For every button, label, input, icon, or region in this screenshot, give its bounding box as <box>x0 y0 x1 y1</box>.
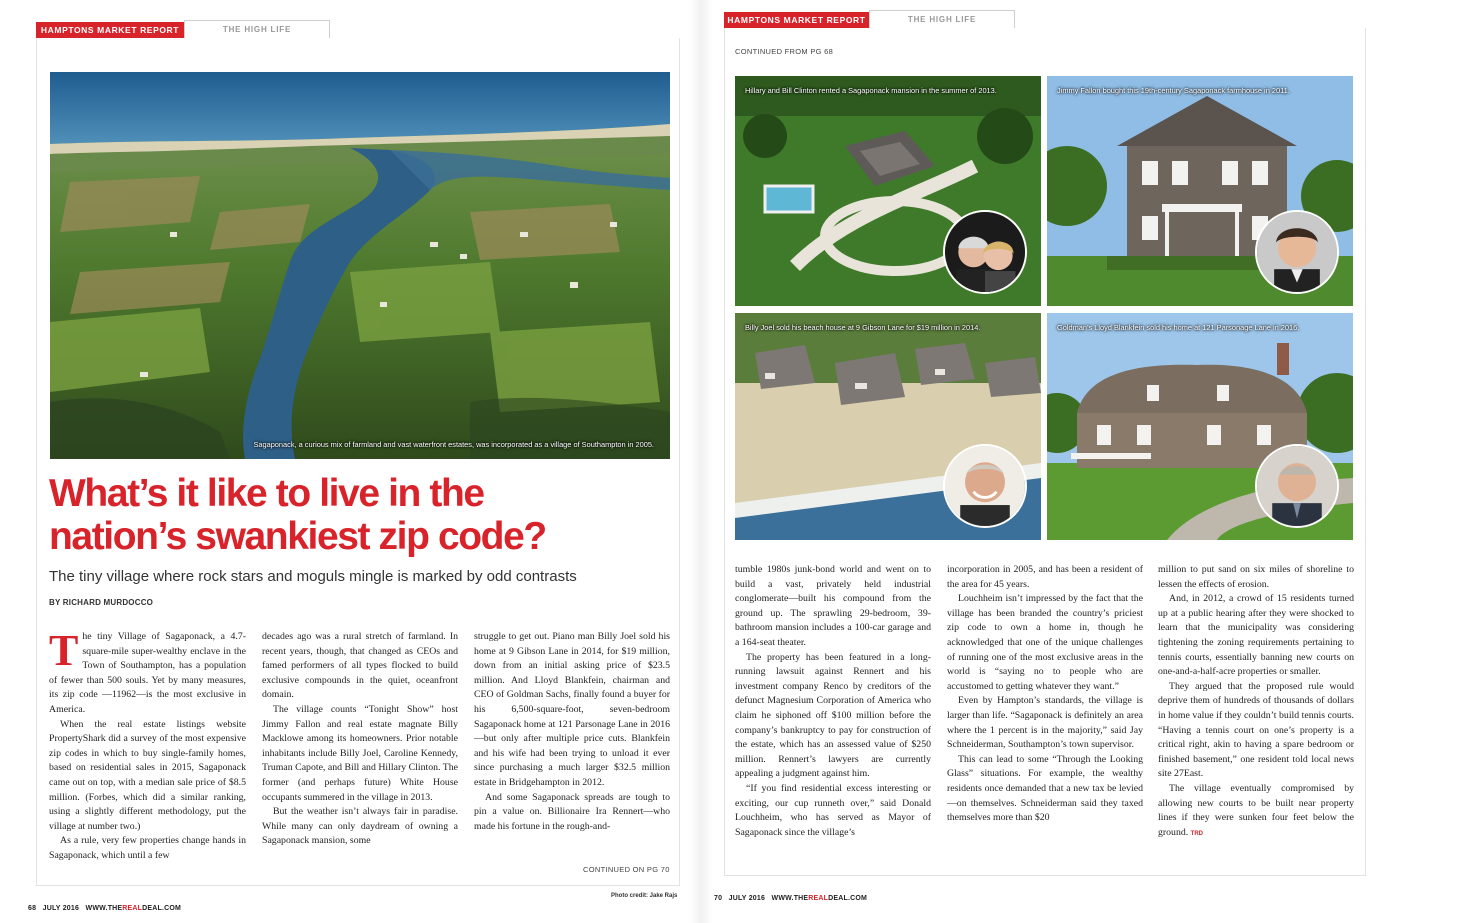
folio-right <box>714 895 867 902</box>
article-deck: The tiny village where rock stars and moguls mingle is marked by odd contrasts <box>49 568 577 585</box>
body-paragraph: When the real estate listings website PropertyShark did a survey of the most expensive zip codes in which to buy single-family homes, based on residential sales in 2015, Sagaponack came out on top, with a median sale price of $8.5 million. (Forbes, which did a similar ranking, using a slightly different methodology, put the village at number two.) <box>49 718 246 832</box>
body-paragraph: The tiny Village of Sagaponack, a 4.7-square-mile super-wealthy enclave in the Town of Southampton, has a population of fewer than 500 souls. Yet by many measures, its zip code —11962—is the most exclusive in America. <box>49 630 246 715</box>
joel-beach-house-photo <box>735 313 1041 540</box>
hero-caption: Sagaponack, a curious mix of farmland and vast waterfront estates, was incorporated as a village of Southampton in 2005. <box>253 440 654 449</box>
page-number: 70 <box>714 895 723 902</box>
body-paragraph: decades ago was a rural stretch of farmland. In recent years, though, that changed as CEOs and famed performers of all types flocked to build exclusive compounds in the quiet, oceanfront domain. <box>262 631 458 701</box>
body-paragraph: Louchheim isn’t impressed by the fact that the village has been branded the country’s priciest zip code to own a home in, though he acknowledged that one of the unique challenges of running one of the most exclusive areas in the world is “saying no to people who are accustomed to getting whatever they want.” <box>947 593 1143 692</box>
left-column-3 <box>474 630 670 852</box>
clinton-mansion-photo <box>735 76 1041 306</box>
body-paragraph: The property has been featured in a long-running lawsuit against Rennert and his investment company Renco by creditors of the defunct Magnesium Corporation of America who claim he siphoned off $100 million before the company’s bankruptcy to pay for construction of the estate, which has an assessed value of $250 million. Rennert’s lawyers are currently appealing a judgment against him. <box>735 651 931 780</box>
body-paragraph: tumble 1980s junk-bond world and went on to build a vast, privately held industrial conglomerate—built his compound from the ground up. The sprawling 29-bedroom, 39-bathroom mansion includes a 100-car garage and a 164-seat theater. <box>735 564 931 648</box>
headline-line-2: nation’s swankiest zip code? <box>49 515 546 558</box>
page-number: 68 <box>28 905 37 912</box>
body-paragraph: They argued that the proposed rule would deprive them of hundreds of thousands of dollars in home value if they couldn’t build tennis courts. “Having a tennis court on one’s property is a critical right, akin to having a spare bedroom or finished basement,” one resident told local news site 27East. <box>1158 680 1354 780</box>
article-headline <box>49 472 669 558</box>
right-column-1 <box>735 563 931 861</box>
photo-credit: Photo credit: Jake Rajs <box>611 893 678 899</box>
photo-caption: Hillary and Bill Clinton rented a Sagaponack mansion in the summer of 2013. <box>745 86 997 95</box>
subsection-tab[interactable]: THE HIGH LIFE <box>869 10 1015 28</box>
photo-caption: Goldman’s Lloyd Blankfein sold his home at 121 Parsonage Lane in 2016. <box>1057 323 1300 332</box>
right-column-2 <box>947 563 1143 861</box>
fallon-portrait-inset <box>1255 210 1339 294</box>
subsection-tab[interactable]: THE HIGH LIFE <box>184 20 330 38</box>
continued-on-link[interactable]: CONTINUED ON PG 70 <box>583 865 670 874</box>
left-page <box>0 0 690 923</box>
hero-aerial-photo <box>50 72 670 459</box>
body-paragraph: The village eventually compromised by allowing new courts to be built near property lines if they were sunken four feet below the ground. TRD <box>1158 782 1354 838</box>
body-paragraph: Even by Hampton’s standards, the village is larger than life. “Sagaponack is definitely an area where the 1 percent is in the majority,” said Jay Schneiderman, Southampton’s town supervisor. <box>947 695 1143 751</box>
joel-portrait-inset <box>943 444 1027 528</box>
folio-left <box>28 905 181 912</box>
right-column-3 <box>1158 563 1354 861</box>
section-tab[interactable]: HAMPTONS MARKET REPORT <box>36 22 184 38</box>
right-page <box>712 0 1472 923</box>
body-paragraph: This can lead to some “Through the Looking Glass” situations. For example, the wealthy residents once demanded that a new tax be levied—on themselves. Schneiderman said they taxed themselves more than $20 <box>947 753 1143 824</box>
body-paragraph: million to put sand on six miles of shoreline to lessen the effects of erosion. <box>1158 564 1354 590</box>
body-paragraph: And some Sagaponack spreads are tough to pin a value on. Billionaire Ira Rennert—who made his fortune in the rough-and- <box>474 791 670 832</box>
left-column-2 <box>262 630 458 866</box>
section-tab[interactable]: HAMPTONS MARKET REPORT <box>724 12 869 28</box>
site-url[interactable]: WWW.THEREALDEAL.COM <box>771 895 868 902</box>
headline-line-1: What’s it like to live in the <box>49 472 484 515</box>
photo-caption: Jimmy Fallon bought this 19th-century Sagaponack farmhouse in 2011. <box>1057 86 1290 95</box>
body-paragraph: But the weather isn’t always fair in paradise. While many can only daydream of owning a Sagaponack mansion, some <box>262 806 458 847</box>
body-paragraph: And, in 2012, a crowd of 15 residents turned up at a public hearing after they were shocked to learn that the municipality was considering tightening the zoning requirements pertaining to tennis courts, essentially banning new courts on one-and-a-half-acre properties or smaller. <box>1158 593 1354 678</box>
issue-date: JULY 2016 <box>42 905 80 912</box>
body-paragraph: “If you find residential excess interesting or exciting, our cup runneth over,” said Donald Louchheim, who has served as Mayor of Sagaponack since the village’s <box>735 782 931 838</box>
byline: BY RICHARD MURDOCCO <box>49 598 154 607</box>
photo-caption: Billy Joel sold his beach house at 9 Gibson Lane for $19 million in 2014. <box>745 323 981 332</box>
body-paragraph: struggle to get out. Piano man Billy Joel sold his home at 9 Gibson Lane in 2014, for $19 million, down from an initial asking price of $23.5 million. And Lloyd Blankfein, chairman and CEO of Goldman Sachs, finally found a buyer for his 6,500-square-foot, seven-bedroom Sagaponack home at 121 Parsonage Lane in 2016—but only after multiple price cuts. Blankfein and his wife had been trying to unload it ever since purchasing a much larger $32.5 million estate in Bridgehampton in 2012. <box>474 631 670 788</box>
site-url[interactable]: WWW.THEREALDEAL.COM <box>85 905 182 912</box>
continued-from-label: CONTINUED FROM PG 68 <box>735 47 834 56</box>
issue-date: JULY 2016 <box>728 895 766 902</box>
end-mark: TRD <box>1190 830 1204 837</box>
left-column-1 <box>49 630 246 866</box>
drop-cap: T <box>49 630 79 675</box>
blankfein-portrait-inset <box>1255 444 1339 528</box>
blankfein-home-photo <box>1047 313 1353 540</box>
body-paragraph: As a rule, very few properties change hands in Sagaponack, which until a few <box>49 835 246 861</box>
spread-gutter <box>690 0 712 923</box>
body-paragraph: incorporation in 2005, and has been a resident of the area for 45 years. <box>947 564 1143 590</box>
body-paragraph: The village counts “Tonight Show” host Jimmy Fallon and real estate magnate Billy Macklowe among its homeowners. Prior notable inhabitants include Billy Joel, Caroline Kennedy, Truman Capote, and Bill and Hillary Clinton. The former (and perhaps future) White House occupants summered in the village in 2013. <box>262 703 458 803</box>
fallon-farmhouse-photo <box>1047 76 1353 306</box>
clinton-portrait-inset <box>943 210 1027 294</box>
